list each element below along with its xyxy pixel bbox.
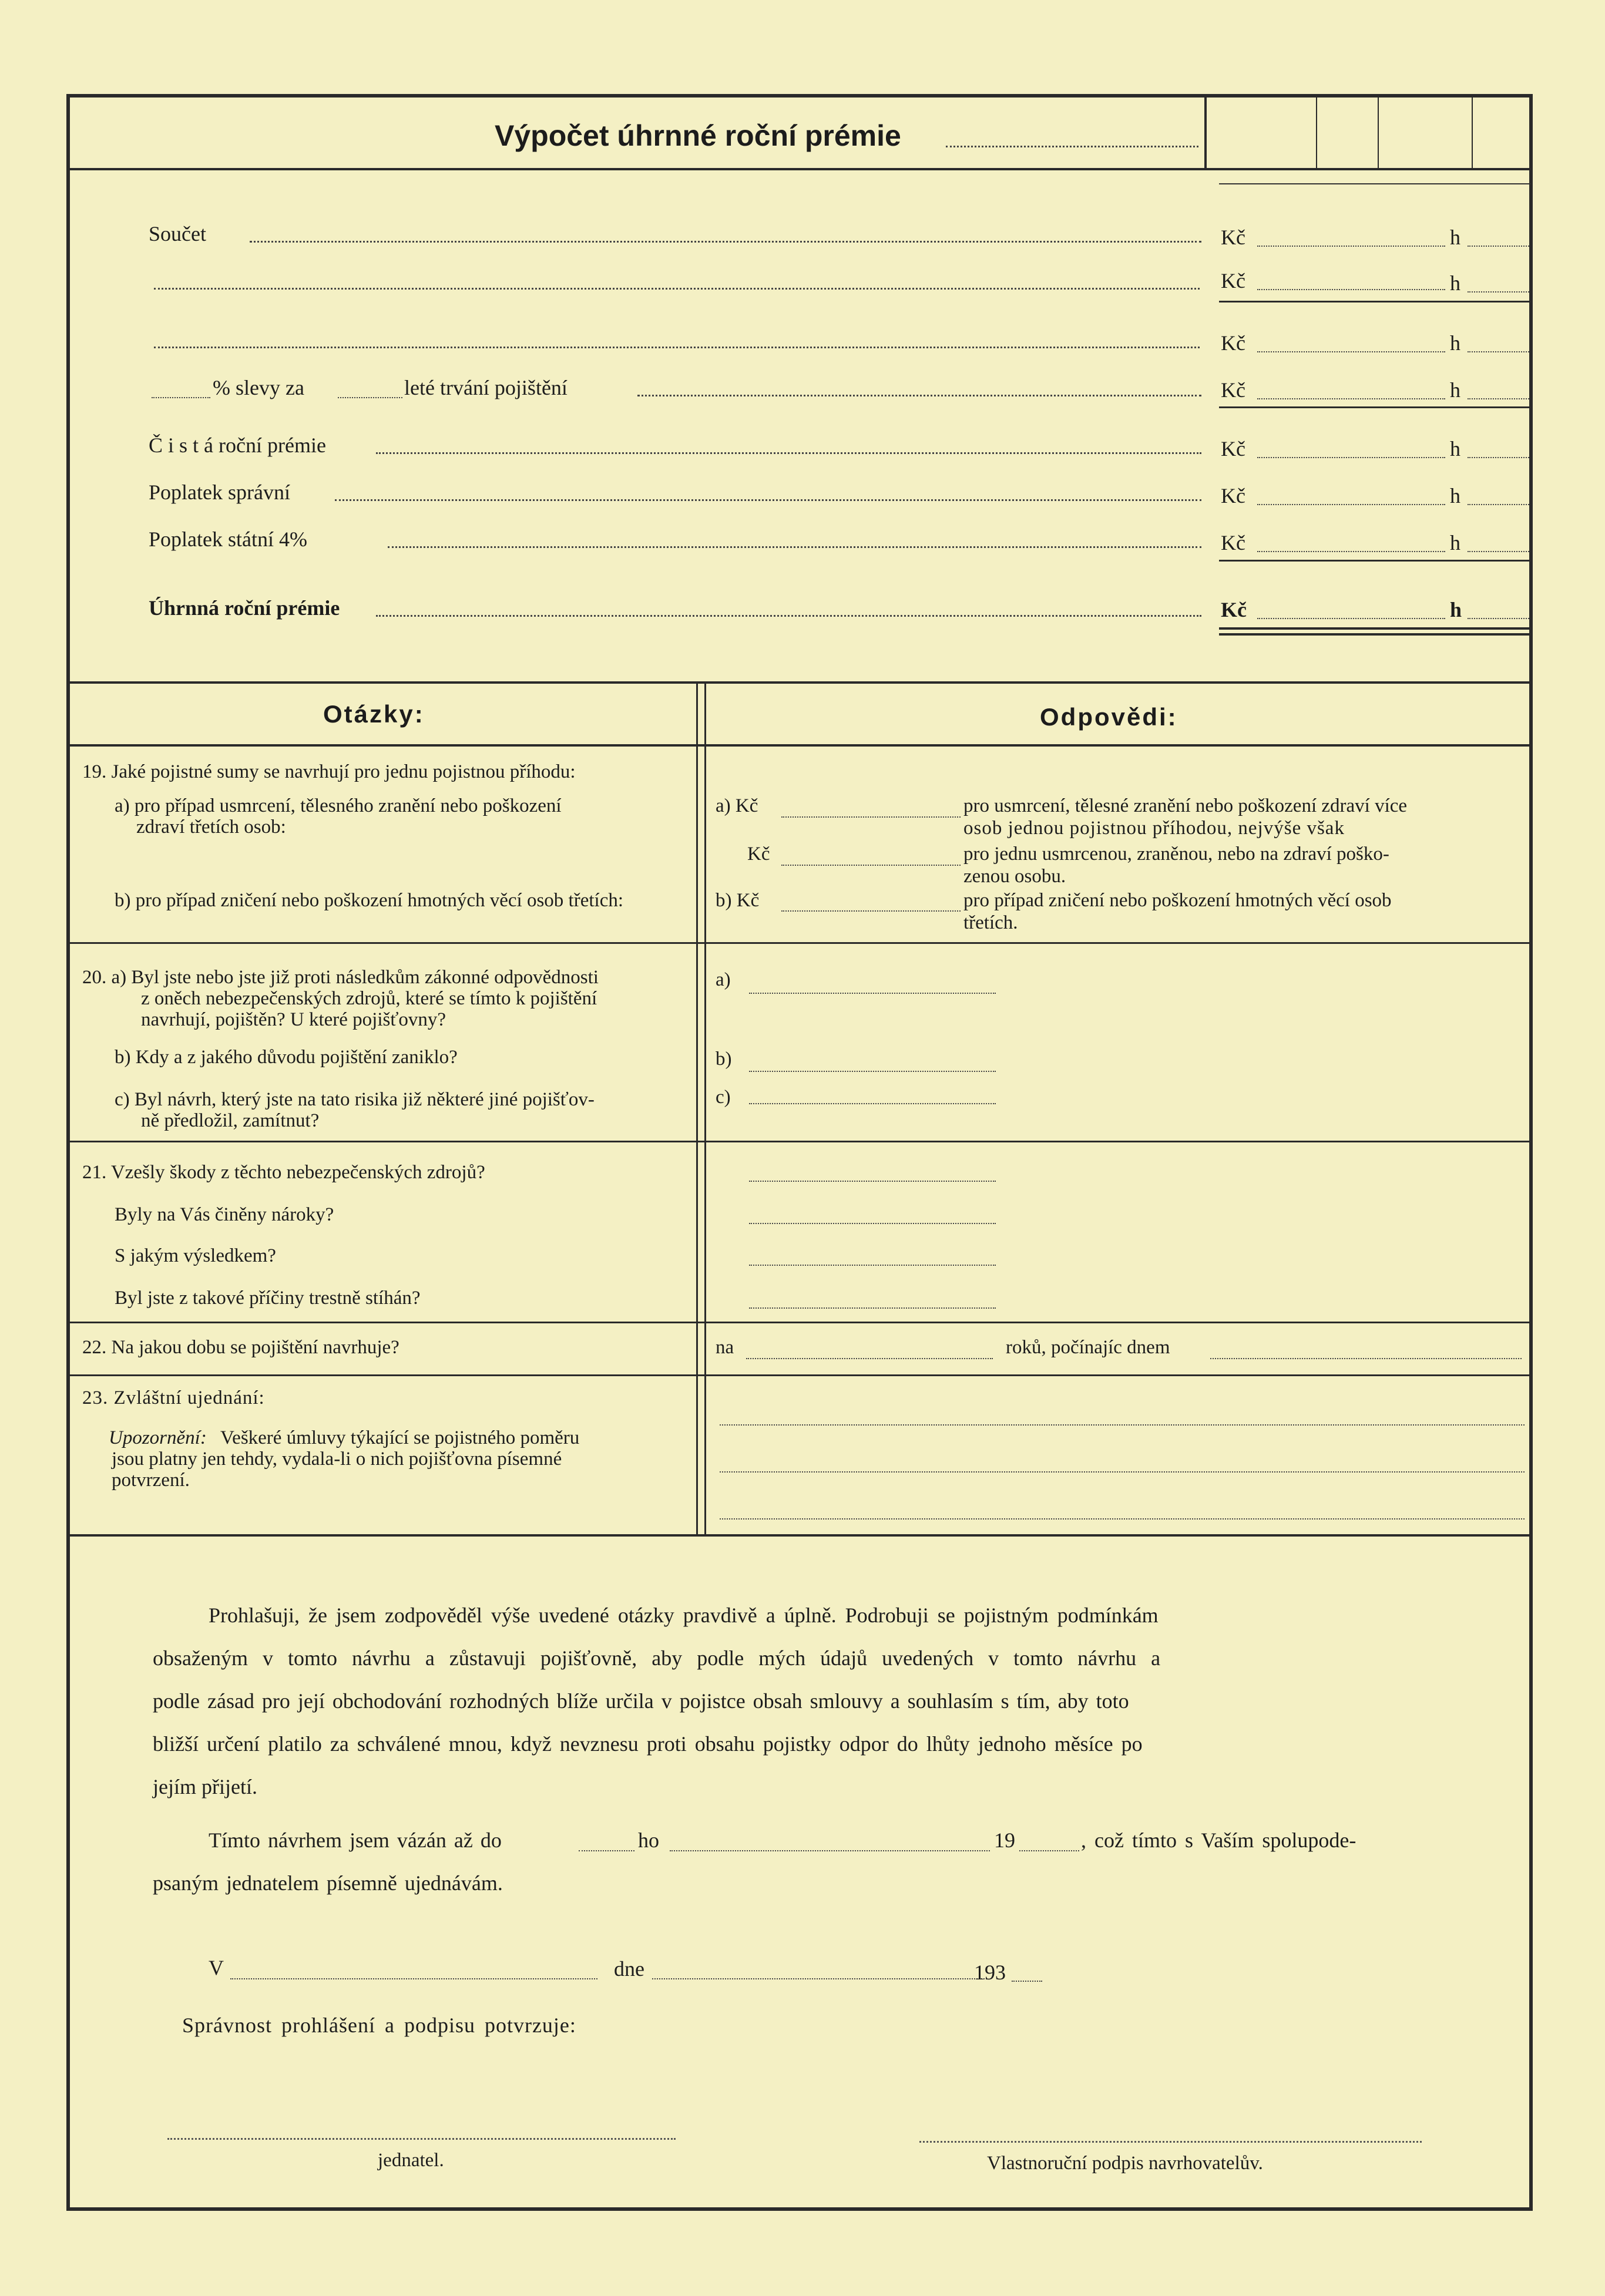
- q19-ans-b-text2: třetích.: [963, 912, 1018, 933]
- q20-a-line3: navrhují, pojištěn? U které pojišťovny?: [141, 1009, 446, 1030]
- q22-years-field[interactable]: [746, 1358, 993, 1359]
- bound-year-field[interactable]: [1019, 1850, 1079, 1851]
- kc-rule: [1219, 560, 1530, 562]
- slevy-pct-field[interactable]: [152, 397, 210, 398]
- slevy-h: h: [1450, 378, 1460, 402]
- q23-note-line2: jsou platny jen tehdy, vydala-li o nich pojišťovna písemné: [112, 1448, 562, 1470]
- q19-ans-a-text2: osob jednou pojistnou příhodou, nejvýše však: [963, 818, 1345, 839]
- section-rule: [70, 681, 1529, 684]
- slevy-years-field[interactable]: [338, 397, 402, 398]
- q19-ans-one-text1: pro jednu usmrcenou, zraněnou, nebo na zdraví poško-: [963, 843, 1389, 865]
- q20-ans-b-field[interactable]: [749, 1071, 996, 1072]
- uhrnna-kc: Kč: [1221, 598, 1247, 621]
- soucet-kc: Kč: [1221, 226, 1245, 249]
- bound-ho: ho: [638, 1828, 659, 1852]
- kc-rule: [1219, 406, 1530, 408]
- cista-h: h: [1450, 437, 1460, 460]
- slevy-kc-field[interactable]: [1257, 398, 1445, 399]
- uhrnna-h: h: [1450, 598, 1462, 621]
- q19-a-line1: a) pro případ usmrcení, tělesného zranění nebo poškození: [115, 795, 562, 816]
- spravni-h-field[interactable]: [1468, 504, 1529, 505]
- bound-text1: Tímto návrhem jsem vázán až do: [209, 1828, 502, 1852]
- soucet-kc-field[interactable]: [1257, 246, 1445, 247]
- answers-header: Odpovědi:: [1040, 703, 1178, 731]
- statni-h: h: [1450, 531, 1460, 554]
- place-field[interactable]: [230, 1978, 597, 1979]
- bound-day-field[interactable]: [579, 1850, 634, 1851]
- soucet-h: h: [1450, 226, 1460, 249]
- kc-rule: [1219, 301, 1530, 302]
- q21-ans1-field[interactable]: [749, 1181, 996, 1182]
- q21-ans3-field[interactable]: [749, 1265, 996, 1266]
- uhrnna-kc-field[interactable]: [1257, 618, 1445, 619]
- statni-kc-field[interactable]: [1257, 551, 1445, 552]
- row2-kc-field[interactable]: [1257, 289, 1445, 290]
- row-rule: [70, 1141, 1529, 1142]
- applicant-signature-label: Vlastnoruční podpis navrhovatelův.: [987, 2153, 1263, 2174]
- cista-h-field[interactable]: [1468, 457, 1529, 458]
- leader-dots: [250, 241, 1201, 243]
- q23-field-line3[interactable]: [720, 1518, 1525, 1520]
- table-bottom-rule: [70, 1534, 1529, 1537]
- row-rule: [70, 942, 1529, 944]
- soucet-label: Součet: [149, 222, 206, 246]
- q23-note-line3: potvrzení.: [112, 1470, 190, 1491]
- q20-c-line2: ně předložil, zamítnut?: [141, 1110, 320, 1131]
- bound-month-field[interactable]: [670, 1850, 990, 1851]
- cista-kc: Kč: [1221, 437, 1245, 460]
- q21-q1: 21. Vzešly škody z těchto nebezpečenských zdrojů?: [82, 1162, 485, 1183]
- q19-b: b) pro případ zničení nebo poškození hmotných věcí osob třetích:: [115, 890, 624, 911]
- leader-dots: [376, 615, 1201, 617]
- q21-q2: Byly na Vás činěny nároky?: [115, 1204, 334, 1225]
- q20-ans-a-label: a): [716, 969, 731, 990]
- q19-ans-kc-label: Kč: [747, 843, 770, 865]
- row-rule: [70, 1374, 1529, 1376]
- q19-ans-a-text1: pro usmrcení, tělesné zranění nebo poškození zdraví více: [963, 795, 1408, 816]
- q23-note-line1: Veškeré úmluvy týkající se pojistného poměru: [220, 1427, 580, 1448]
- q20-c-line1: c) Byl návrh, který jste na tato risika již některé jiné pojišťov-: [115, 1089, 595, 1110]
- box-line: [1472, 98, 1473, 168]
- statni-h-field[interactable]: [1468, 551, 1529, 552]
- title-rule: [70, 168, 1529, 170]
- q22-na: na: [716, 1337, 734, 1358]
- row3-h: h: [1450, 331, 1460, 355]
- date-year-prefix: 193: [974, 1961, 1006, 1984]
- row3-kc: Kč: [1221, 331, 1245, 355]
- questions-header: Otázky:: [323, 700, 425, 728]
- box-line: [1204, 98, 1207, 168]
- box-line: [1378, 98, 1379, 168]
- q21-q4: Byl jste z takové příčiny trestně stíhán?: [115, 1287, 421, 1309]
- q23-field-line1[interactable]: [720, 1424, 1525, 1426]
- row3-kc-field[interactable]: [1257, 351, 1445, 352]
- blank-row-dots: [154, 288, 1200, 290]
- statni-label: Poplatek státní 4%: [149, 527, 307, 551]
- q21-ans2-field[interactable]: [749, 1223, 996, 1224]
- place-label: V: [209, 1956, 224, 1979]
- q19-ans-b-label: b) Kč: [716, 890, 760, 911]
- q20-ans-a-field[interactable]: [749, 993, 996, 994]
- q20-a-line1: 20. a) Byl jste nebo jste již proti následkům zákonné odpovědnosti: [82, 967, 599, 988]
- header-rule: [70, 744, 1529, 747]
- leader-dots: [376, 452, 1201, 454]
- q19-ans-b-field[interactable]: [781, 910, 961, 912]
- calc-title: Výpočet úhrnné roční prémie: [495, 119, 901, 152]
- q19-ans-b-text1: pro případ zničení nebo poškození hmotných věcí osob: [963, 890, 1392, 911]
- box-line: [1316, 98, 1317, 168]
- bound-text3: psaným jednatelem písemně ujednávám.: [153, 1871, 503, 1895]
- blank-row-dots: [154, 347, 1200, 348]
- row-rule: [70, 1322, 1529, 1323]
- leader-dots: [637, 395, 1201, 396]
- declaration-line5: jejím přijetí.: [153, 1775, 257, 1799]
- spravni-kc-field[interactable]: [1257, 504, 1445, 505]
- slevy-kc: Kč: [1221, 378, 1245, 402]
- row3-h-field[interactable]: [1468, 351, 1529, 352]
- spravni-kc: Kč: [1221, 484, 1245, 507]
- q20-ans-c-field[interactable]: [749, 1103, 996, 1104]
- date-year-field[interactable]: [1012, 1981, 1042, 1982]
- declaration-line2: obsaženým v tomto návrhu a zůstavuji pojišťovně, aby podle mých údajů uvedených v tomto návrhu a: [153, 1646, 1161, 1670]
- agent-label: jednatel.: [378, 2150, 444, 2171]
- q23-note-label: Upozornění:: [109, 1427, 207, 1448]
- kc-double-rule: [1219, 633, 1530, 636]
- declaration-line3: podle zásad pro její obchodování rozhodných blíže určila v pojistce obsah smlouvy a souhlasím s tím, aby toto: [153, 1689, 1129, 1713]
- slevy-label: % slevy za: [213, 376, 304, 399]
- bound-text2: , což tímto s Vaším spolupode-: [1081, 1828, 1356, 1852]
- q19-ans-a-label: a) Kč: [716, 795, 758, 816]
- q22-start-field[interactable]: [1210, 1358, 1522, 1359]
- q20-ans-b-label: b): [716, 1048, 732, 1070]
- declaration-line1: Prohlašuji, že jsem zodpověděl výše uvedené otázky pravdivě a úplně. Podrobuji se pojistným podmínkám: [209, 1603, 1159, 1627]
- column-divider: [704, 683, 706, 1535]
- q23-question: 23. Zvláštní ujednání:: [82, 1387, 265, 1408]
- leader-dots: [335, 499, 1201, 501]
- q19-a-line2: zdraví třetích osob:: [136, 816, 286, 838]
- row2-kc: Kč: [1221, 269, 1245, 293]
- confirm-label: Správnost prohlášení a podpisu potvrzuje:: [182, 2013, 576, 2037]
- title-dots: [946, 146, 1198, 147]
- q21-ans4-field[interactable]: [749, 1307, 996, 1309]
- q20-a-line2: z oněch nebezpečenských zdrojů, které se tímto k pojištění: [141, 988, 597, 1009]
- q20-b: b) Kdy a z jakého důvodu pojištění zaniklo?: [115, 1047, 458, 1068]
- date-field[interactable]: [652, 1978, 987, 1979]
- bound-year-prefix: 19: [994, 1828, 1015, 1852]
- agent-signature-line[interactable]: [167, 2138, 676, 2140]
- q19-ans-one-text2: zenou osobu.: [963, 866, 1066, 887]
- row2-h-field[interactable]: [1468, 291, 1529, 293]
- kc-top-rule: [1219, 183, 1530, 184]
- q22-roku: roků, počínajíc dnem: [1006, 1337, 1170, 1358]
- soucet-h-field[interactable]: [1468, 246, 1529, 247]
- leader-dots: [388, 546, 1201, 548]
- q21-q3: S jakým výsledkem?: [115, 1245, 276, 1266]
- date-label: dne: [614, 1957, 644, 1981]
- kc-double-rule: [1219, 627, 1530, 630]
- applicant-signature-line[interactable]: [919, 2141, 1422, 2143]
- spravni-h: h: [1450, 484, 1460, 507]
- row2-h: h: [1450, 271, 1460, 295]
- declaration-line4: bližší určení platilo za schválené mnou, když nevznesu proti obsahu pojistky odpor do lhůty jednoho měsíce po: [153, 1732, 1143, 1756]
- q19-ans-a-field[interactable]: [781, 816, 961, 818]
- q19-question: 19. Jaké pojistné sumy se navrhují pro jednu pojistnou příhodu:: [82, 761, 576, 782]
- uhrnna-label: Úhrnná roční prémie: [149, 596, 340, 620]
- cista-kc-field[interactable]: [1257, 457, 1445, 458]
- uhrnna-h-field[interactable]: [1468, 618, 1529, 619]
- spravni-label: Poplatek správní: [149, 480, 290, 504]
- q23-field-line2[interactable]: [720, 1471, 1525, 1473]
- cista-label: Č i s t á roční prémie: [149, 433, 326, 457]
- q20-ans-c-label: c): [716, 1087, 731, 1108]
- q19-ans-one-field[interactable]: [781, 865, 961, 866]
- column-divider: [696, 683, 698, 1535]
- q22-question: 22. Na jakou dobu se pojištění navrhuje?: [82, 1337, 399, 1358]
- leta-label: leté trvání pojištění: [404, 376, 568, 399]
- slevy-h-field[interactable]: [1468, 398, 1529, 399]
- statni-kc: Kč: [1221, 531, 1245, 554]
